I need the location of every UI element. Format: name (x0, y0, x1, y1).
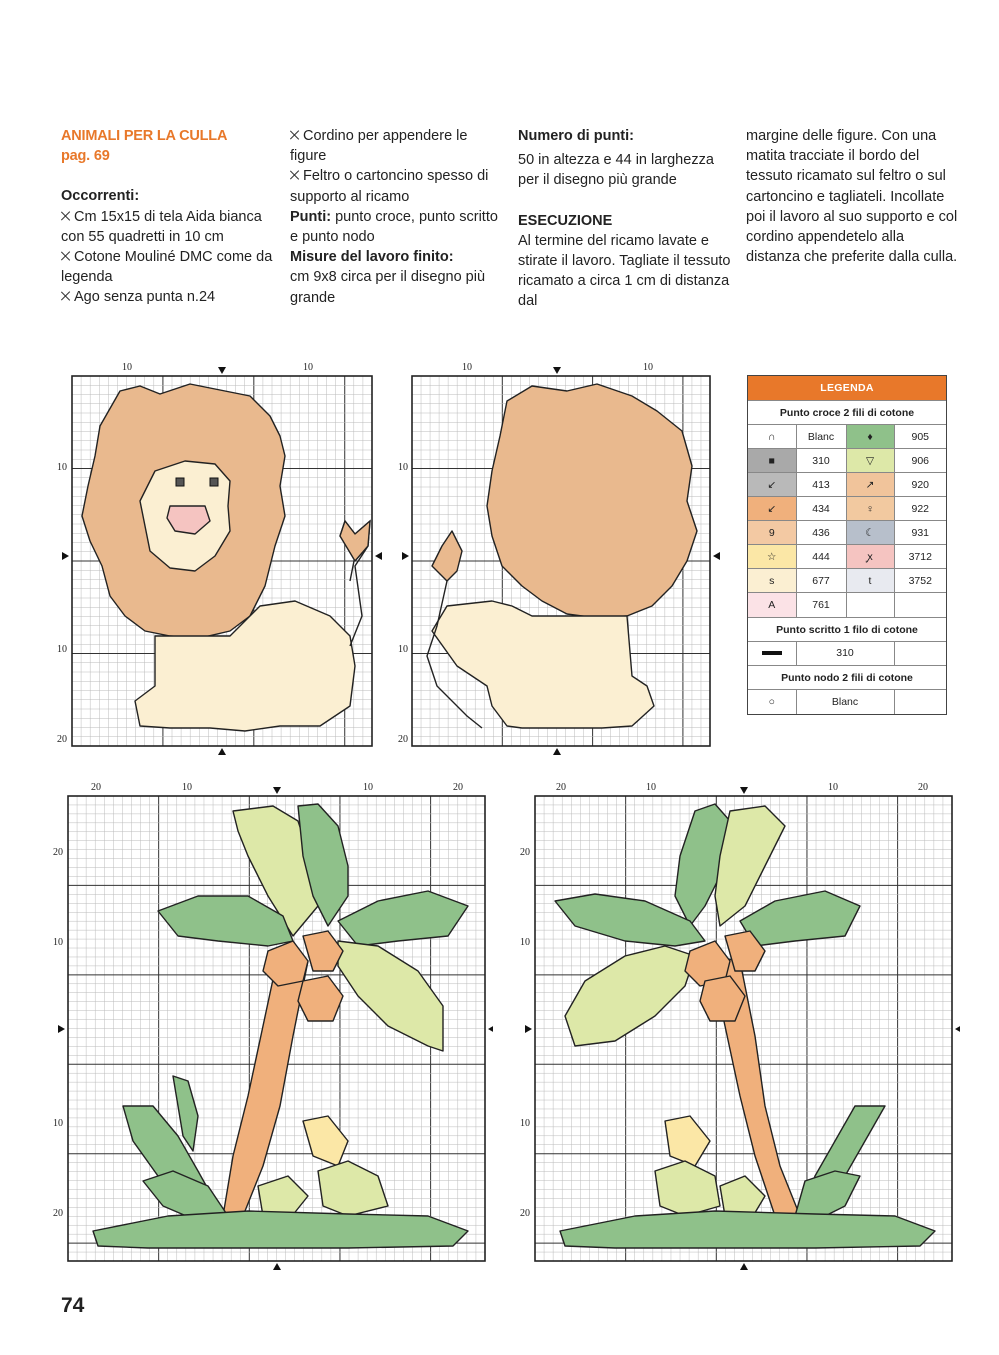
legend-color-number: 920 (894, 473, 946, 497)
list-item: Feltro o cartoncino spesso di supporto al ricamo (290, 168, 489, 205)
legend-row (748, 473, 946, 497)
legend-row (748, 497, 946, 521)
list-item: Cm 15x15 di tela Aida bianca con 55 quadretti in 10 cm (61, 208, 262, 245)
palm-coconut (263, 941, 308, 986)
legend-swatch: ↙ (748, 473, 796, 497)
palm-frond (565, 946, 695, 1046)
palm-bush-leaf (318, 1161, 388, 1216)
article-title: ANIMALI PER LA CULLA (61, 128, 228, 144)
center-arrow-right-icon (955, 1025, 960, 1033)
legend-table (747, 375, 947, 715)
legend-swatch: ☾ (846, 521, 894, 545)
grid-number-label: 20 (520, 1208, 530, 1219)
backstitch-number: 310 (796, 641, 894, 665)
backstitch-symbol (748, 641, 796, 665)
palm-frond (740, 891, 860, 946)
legend-swatch: ■ (748, 449, 796, 473)
grid-number-label: 10 (182, 782, 192, 793)
center-arrow-bottom-icon (740, 1263, 748, 1270)
page-reference: pag. 69 (61, 148, 110, 165)
palm-frond (338, 941, 443, 1051)
text-column-3 (518, 126, 733, 312)
legend-swatch: t (846, 569, 894, 593)
text-column-4 (746, 126, 961, 267)
grid-number-label: 10 (53, 1118, 63, 1129)
esecuzione-text: Al termine del ricamo lavate e stirate il lavoro. Tagliate il tessuto ricamato a circa 1 cm di distanza dal (518, 232, 731, 310)
center-arrow-bottom-icon (273, 1263, 281, 1270)
legend-swatch: 9 (748, 521, 796, 545)
center-arrow-top-icon (553, 367, 561, 374)
legend-swatch: ꭙ (846, 545, 894, 569)
cross-bullet-icon (61, 291, 71, 301)
misure-heading: Misure del lavoro finito: (290, 249, 454, 266)
lion-eye (210, 478, 218, 486)
legend-row (748, 449, 946, 473)
legend-color-number: 434 (796, 497, 846, 521)
center-arrow-top-icon (273, 787, 281, 794)
legend-color-number: 761 (796, 593, 846, 617)
cross-bullet-icon (290, 130, 300, 140)
center-arrow-bottom-icon (553, 748, 561, 755)
lion-back-tail-tuft (432, 531, 462, 581)
grid-number-label: 20 (520, 847, 530, 858)
legend-row (748, 593, 946, 617)
legend-row (748, 569, 946, 593)
legend-color-number: 677 (796, 569, 846, 593)
legend-color-number: 436 (796, 521, 846, 545)
palm-bush-leaf (655, 1161, 720, 1216)
esecuzione-text-continued: margine delle figure. Con una matita tracciate il bordo del tessuto ricamato sul feltro o sul cartoncino e tagliateli. Incollate poi il lavoro al suo supporto e col cordino appendetelo alla distanza che preferite dalla culla. (746, 128, 958, 266)
legend-color-number: 905 (894, 425, 946, 449)
grid-number-label: 10 (363, 782, 373, 793)
palm-flower (665, 1116, 710, 1166)
legend-swatch: ↙ (748, 497, 796, 521)
grid-number-label: 10 (398, 462, 408, 473)
grid-number-label: 10 (646, 782, 656, 793)
grid-number-label: 10 (828, 782, 838, 793)
cross-bullet-icon (61, 251, 71, 261)
grid-number-label: 20 (91, 782, 101, 793)
misure-text: cm 9x8 circa per il disegno più grande (290, 269, 486, 306)
grid-number-label: 10 (462, 362, 472, 373)
center-arrow-left-icon (58, 1025, 65, 1033)
legend-swatch: ♦ (846, 425, 894, 449)
grid-number-label: 20 (53, 847, 63, 858)
grid-number-label: 10 (57, 644, 67, 655)
legend-color-number: 444 (796, 545, 846, 569)
chart-palm-left (48, 776, 493, 1281)
grid-number-label: 10 (57, 462, 67, 473)
list-item: Ago senza punta n.24 (61, 287, 276, 307)
legend-color-number: 413 (796, 473, 846, 497)
center-arrow-left-icon (402, 552, 409, 560)
grid-number-label: 20 (57, 734, 67, 745)
palm-trunk (223, 956, 308, 1216)
numero-punti-text: 50 in altezza e 44 in larghezza per il disegno più grande (518, 152, 714, 189)
knot-symbol: ○ (748, 690, 796, 714)
grid-number-label: 20 (53, 1208, 63, 1219)
legend-color-number: 3752 (894, 569, 946, 593)
legend-swatch: A (748, 593, 796, 617)
legend-cross-table (748, 424, 946, 617)
lion-back-mane (487, 384, 697, 618)
center-arrow-top-icon (740, 787, 748, 794)
center-arrow-right-icon (375, 552, 382, 560)
numero-punti-heading: Numero di punti: (518, 128, 634, 144)
legend-color-number: 922 (894, 497, 946, 521)
cross-bullet-icon (61, 211, 71, 221)
legend-color-number: 931 (894, 521, 946, 545)
list-item: Cotone Mouliné DMC come da legenda (61, 249, 273, 286)
center-arrow-right-icon (713, 552, 720, 560)
esecuzione-heading: ESECUZIONE (518, 212, 613, 229)
grid-number-label: 10 (398, 644, 408, 655)
legend-swatch: s (748, 569, 796, 593)
knot-number: Blanc (796, 690, 894, 714)
legend-swatch: ∩ (748, 425, 796, 449)
legend-color-number: 310 (796, 449, 846, 473)
palm-flower (303, 1116, 348, 1166)
legend-cross-title: Punto croce 2 fili di cotone (748, 400, 946, 424)
palm-coconut (303, 931, 343, 971)
grid-number-label: 20 (453, 782, 463, 793)
text-column-1 (61, 126, 276, 308)
cross-bullet-icon (290, 170, 300, 180)
palm-coconut (298, 976, 343, 1021)
legend-title: LEGENDA (748, 376, 946, 400)
legend-color-number: 3712 (894, 545, 946, 569)
chart-lion-front (50, 356, 385, 766)
grid-number-label: 10 (303, 362, 313, 373)
center-arrow-left-icon (62, 552, 69, 560)
center-arrow-top-icon (218, 367, 226, 374)
center-arrow-left-icon (525, 1025, 532, 1033)
legend-swatch: ↗ (846, 473, 894, 497)
legend-swatch: ♀ (846, 497, 894, 521)
legend-color-number: Blanc (796, 425, 846, 449)
legend-knot-title: Punto nodo 2 fili di cotone (748, 665, 946, 689)
grid-number-label: 10 (53, 937, 63, 948)
grid-number-label: 10 (643, 362, 653, 373)
legend-backstitch-table (748, 641, 946, 666)
center-arrow-bottom-icon (218, 748, 226, 755)
list-item: Cordino per appendere le figure (290, 128, 468, 165)
grid-number-label: 20 (398, 734, 408, 745)
grid-number-label: 10 (520, 1118, 530, 1129)
legend-swatch: ▽ (846, 449, 894, 473)
grid-number-label: 10 (122, 362, 132, 373)
grid-number-label: 20 (918, 782, 928, 793)
chart-palm-right (515, 776, 960, 1281)
legend-row (748, 425, 946, 449)
legend-color-number (894, 593, 946, 617)
palm-ground (560, 1211, 935, 1248)
legend-color-number: 906 (894, 449, 946, 473)
palm-ground (93, 1211, 468, 1248)
page-number: 74 (61, 1294, 85, 1317)
center-arrow-right-icon (488, 1025, 493, 1033)
legend-row (748, 521, 946, 545)
legend-swatch (846, 593, 894, 617)
grid-number-label: 20 (556, 782, 566, 793)
legend-swatch: ☆ (748, 545, 796, 569)
text-column-2 (290, 126, 500, 308)
legend-row (748, 545, 946, 569)
lion-eye (176, 478, 184, 486)
chart-lion-back (392, 356, 722, 766)
occorrenti-heading: Occorrenti: (61, 188, 140, 205)
legend-backstitch-title: Punto scritto 1 filo di cotone (748, 617, 946, 641)
grid-number-label: 10 (520, 937, 530, 948)
legend-knot-table (748, 689, 946, 714)
punti-paragraph: Punti: punto croce, punto scritto e punto nodo (290, 208, 498, 246)
